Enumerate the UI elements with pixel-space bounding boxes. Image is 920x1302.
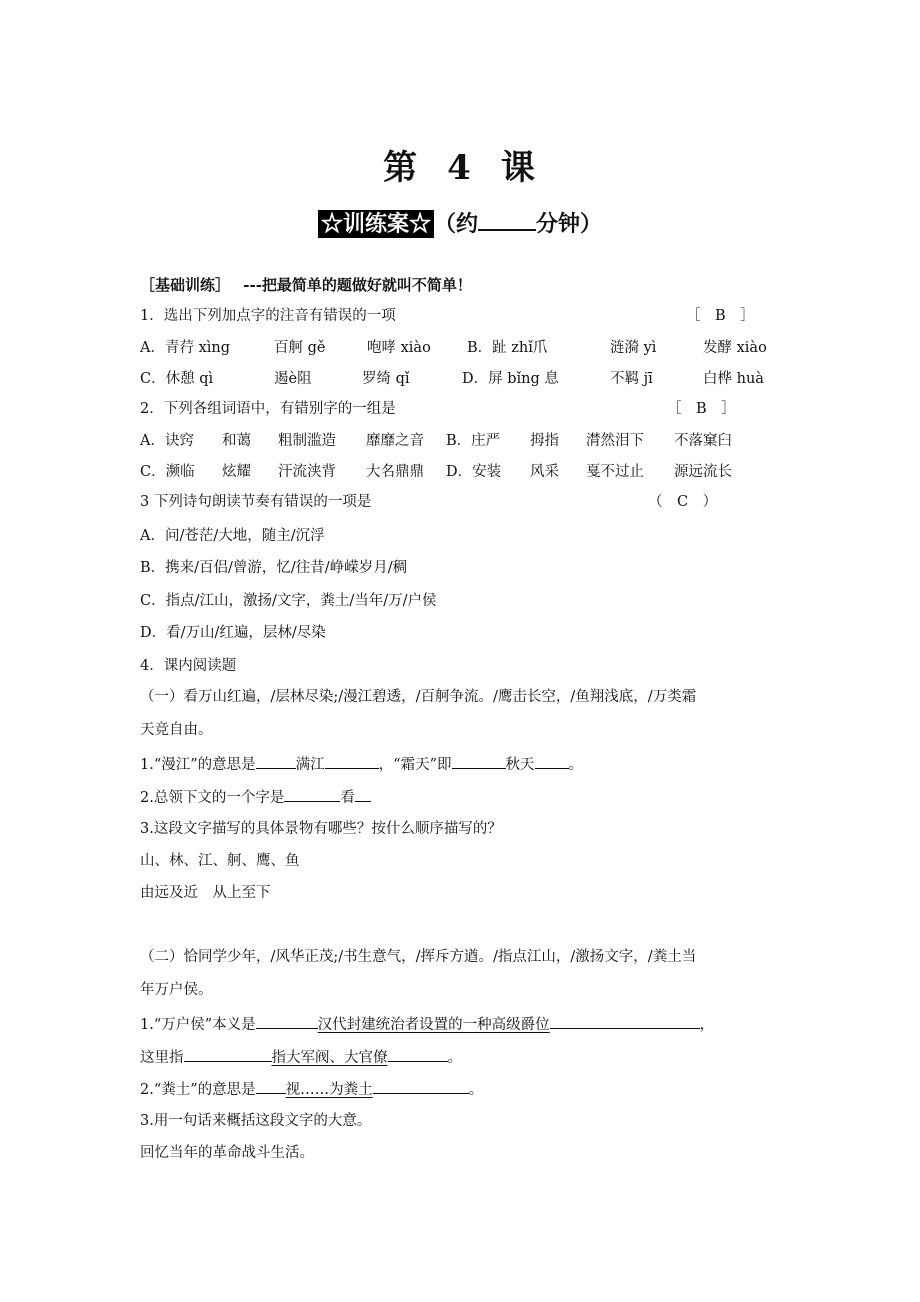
q2-option: 炫耀 — [222, 464, 251, 480]
q1-option: 白桦 huà — [703, 371, 764, 387]
answer-text: 回忆当年的革命战斗生活。 — [140, 1145, 314, 1161]
passage-2-line: 年万户侯。 — [140, 982, 213, 998]
q1-option: D．屏 bǐng 息 — [462, 371, 559, 387]
q2-option: A．诀窍 — [140, 433, 194, 449]
q1-option: 不羁 jī — [610, 371, 653, 387]
passage-1-line: （一）看万山红遍，/层林尽染;/漫江碧透，/百舸争流。/鹰击长空，/鱼翔浅底，/万类霜 — [140, 689, 697, 705]
sub-question-1: 1.“漫江”的意思是 满江 ，“霜天”即 秋天 。 — [140, 752, 583, 776]
q3-answer: （ C ） — [648, 494, 718, 510]
q1-stem: 1．选出下列加点字的注音有错误的一项 — [140, 308, 396, 324]
q2-option: 源远流长 — [674, 464, 732, 480]
subtitle: ☆训练案☆ （约 分钟） — [0, 207, 920, 238]
passage-1-line: 天竞自由。 — [140, 722, 213, 738]
q1-option: C．休憩 qì — [140, 371, 214, 387]
q2-option: 拇指 — [530, 433, 559, 449]
q3-stem: 3 下列诗句朗读节奏有错误的一项是 — [140, 494, 372, 510]
q2-option: 靡靡之音 — [366, 433, 424, 449]
sub-question-3: 3.这段文字描写的具体景物有哪些？按什么顺序描写的？ — [140, 821, 502, 837]
q3-option: C．指点/江山，激扬/文字，粪土/当年/万/户侯 — [140, 593, 437, 609]
q1-option: 百舸 gě — [274, 340, 326, 356]
q2-option: C．濒临 — [140, 464, 195, 480]
q2-option: 大名鼎鼎 — [366, 464, 424, 480]
q4-stem: 4．课内阅读题 — [140, 658, 237, 674]
sub-question-1c: 这里指 指大军阀、大官僚 。 — [140, 1045, 462, 1069]
q2-option: 不落窠臼 — [674, 433, 732, 449]
sub-question-2: 2.总领下文的一个字是 看 — [140, 785, 371, 809]
q2-option: 和蔼 — [222, 433, 251, 449]
q3-option: A．问/苍茫/大地，随主/沉浮 — [140, 528, 325, 544]
q2-stem: 2．下列各组词语中，有错别字的一组是 — [140, 401, 396, 417]
q1-option: 发酵 xiào — [703, 340, 767, 356]
answer-text: 山、林、江、舸、鹰、鱼 — [140, 853, 300, 869]
answer-text: 视……为粪土 — [285, 1082, 373, 1098]
page-title: 第 4 课 — [383, 148, 537, 188]
q1-option: 遏è阻 — [274, 371, 312, 387]
q2-option: 潸然泪下 — [586, 433, 644, 449]
answer-text: 看 — [340, 790, 355, 806]
q1-option: A．青荇 xìng — [140, 340, 231, 356]
q2-answer: ［ B ］ — [667, 401, 736, 417]
answer-text: 汉代封建统治者设置的一种高级爵位 — [317, 1017, 550, 1033]
q1-option: 咆哮 xiào — [367, 340, 431, 356]
q3-option: D．看/万山/红遍，层林/尽染 — [140, 625, 326, 641]
q3-option: B．携来/百侣/曾游，忆/往昔/峥嵘岁月/稠 — [140, 560, 408, 576]
answer-text: 指大军阀、大官僚 — [271, 1050, 388, 1066]
sub-question-1b: 1.“万户侯”本义是 汉代封建统治者设置的一种高级爵位 ， — [140, 1012, 714, 1036]
sub-question-3b: 3.用一句话来概括这段文字的大意。 — [140, 1113, 372, 1129]
q1-option: B．趾 zhǐ爪 — [467, 340, 548, 356]
q1-option: 罗绮 qǐ — [362, 371, 410, 387]
time-blank — [478, 209, 536, 231]
q2-option: 粗制滥造 — [278, 433, 336, 449]
passage-2-line: （二）恰同学少年，/风华正茂;/书生意气，/挥斥方遒。/指点江山，/激扬文字，/粪土当 — [140, 949, 697, 965]
q2-option: B．庄严 — [446, 433, 501, 449]
answer-text: 满江 — [295, 757, 325, 773]
q2-option: D．安装 — [446, 464, 502, 480]
training-badge: ☆训练案☆ — [318, 210, 434, 238]
answer-text: 由远及近 从上至下 — [140, 885, 271, 901]
q1-option: 涟漪 yì — [610, 340, 657, 356]
q2-option: 风采 — [530, 464, 559, 480]
section-header: ［基础训练］ ---把最简单的题做好就叫不简单！ — [140, 276, 472, 294]
answer-text: 秋天 — [505, 757, 535, 773]
q2-option: 戛不过止 — [586, 464, 644, 480]
q2-option: 汗流浃背 — [278, 464, 336, 480]
q1-answer: ［ B ］ — [686, 308, 755, 324]
sub-question-2b: 2.“粪土”的意思是 视……为粪土 。 — [140, 1077, 483, 1101]
